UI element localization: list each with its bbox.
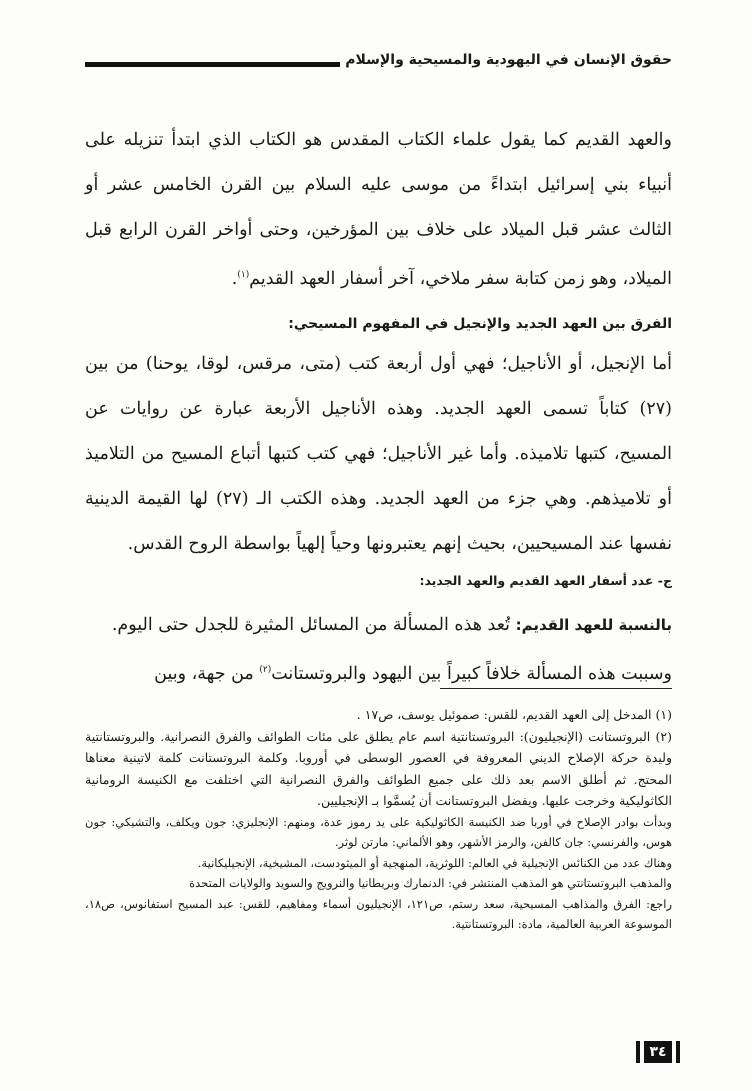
paragraph-text: وسببت هذه المسألة خلافاً كبيراً بين اليهود والبروتستانت xyxy=(271,663,672,684)
footnote-1: (١) المدخل إلى العهد القديم، للقس: صموئيل يوسف، ص١٧ . xyxy=(356,707,672,722)
footnotes xyxy=(85,704,672,935)
paragraph-end: من جهة، وبين xyxy=(154,663,260,684)
footnote-2-countries: والمذهب البروتستانتي هو المذهب المنتشر في: الدنمارك وبريطانيا والنرويج والسويد والولايات المتحدة xyxy=(189,876,672,890)
footnote-2: (٢) البروتستانت (الإنجيليون): البروتستانتية اسم عام يطلق على مئات الطوائف والفرق النصرانية. والبروتستانتية وليدة حركة الإصلاح الديني المعروفة في العصور الوسطى في أوروبا. وكلمة البروتستانت كلمة لاتينية معناها المحتج. ثم أطلق الاسم بعد ذلك على جميع الطوائف والفرق النصرانية التي اختلفت مع الكنيسة الرومانية الكاثوليكية وخرجت عليها. ويفضل البروتستانت أن يُسمَّوا بـ الإنجيليين. xyxy=(85,728,672,808)
header-rule xyxy=(85,62,340,67)
folio-bar-left xyxy=(636,1041,640,1063)
paragraph-text: والعهد القديم كما يقول علماء الكتاب المقدس هو الكتاب الذي ابتدأ تنزيله على أنبياء بني إسرائيل ابتداءً من موسى عليه السلام بين القرن الخامس عشر أو الثالث عشر قبل الميلاد على خلاف بين المؤرخين، وحتى أواخر القرن الرابع قبل الميلاد، وهو زمن كتابة سفر ملاخي، آخر أسفار العهد القديم xyxy=(85,130,672,289)
paragraph-gospels: أما الإنجيل، أو الأناجيل؛ فهي أول أربعة كتب (متى، مرقس، لوقا، يوحنا) من بين (٢٧) كتاباً تسمى العهد الجديد. وهذه الأناجيل الأربعة عبارة عن روايات عن المسيح، كتبها تلاميذه. وأما غير الأناجيل؛ فهي كتب كتبها أتباع المسيح من التلاميذ أو تلاميذهم. وهي جزء من العهد الجديد. وهذه الكتب الـ (٢٧) لها القيمة الدينية نفسها عند المسيحيين، بحيث إنهم يعتبرونها وحياً إلهياً بواسطة الروح القدس. xyxy=(85,353,672,554)
inline-heading: بالنسبة للعهد القديم: xyxy=(515,615,672,634)
footnote-ref-1[interactable]: (١) xyxy=(237,270,250,280)
running-header xyxy=(85,50,672,78)
footnote-separator xyxy=(440,688,672,689)
paragraph-old-testament xyxy=(85,118,672,302)
main-text xyxy=(85,118,672,697)
folio-bar-right xyxy=(676,1041,680,1063)
page-number-label: ٣٤ xyxy=(644,1041,672,1063)
paragraph-end: . xyxy=(231,268,238,289)
paragraph-dispute xyxy=(85,648,672,697)
footnote-2-reformers: وبدأت بوادر الإصلاح في أوربا ضد الكنيسة الكاثوليكية على يد رموز عدة، ومنهم: الإنجليزي: جون ويكلف، والتشيكي: جون هوس، والفرنسي: جان كالفن، والرمز الأشهر، وهو الألماني: مارتن لوثر. xyxy=(85,814,672,849)
running-header-title: حقوق الإنسان في اليهودية والمسيحية والإسلام xyxy=(345,52,672,68)
footnote-ref-2[interactable]: (٢) xyxy=(259,664,272,675)
page-number xyxy=(636,1036,680,1066)
paragraph-old-testament-count xyxy=(85,603,672,648)
paragraph-text: تُعد هذه المسألة من المسائل المثيرة للجدل حتى اليوم. xyxy=(111,614,516,635)
section-heading-new-testament: الفرق بين العهد الجديد والإنجيل في المفهوم المسيحي: xyxy=(288,315,672,332)
section-heading-book-count: ج- عدد أسفار العهد القديم والعهد الجديد: xyxy=(419,572,672,588)
footnote-2-churches: وهناك عدد من الكنائس الإنجيلية في العالم: اللوثرية، المنهجية أو الميثودست، المشيخية، الإنجيليكانية. xyxy=(197,855,672,870)
footnote-2-sources: راجع: الفرق والمذاهب المسيحية، سعد رستم، ص١٢١، الإنجيليون أسماء ومفاهيم، للقس: عبد المسيح استفانوس، ص١٨، الموسوعة العربية العالمية، مادة: البروتستانتية. xyxy=(85,896,672,931)
